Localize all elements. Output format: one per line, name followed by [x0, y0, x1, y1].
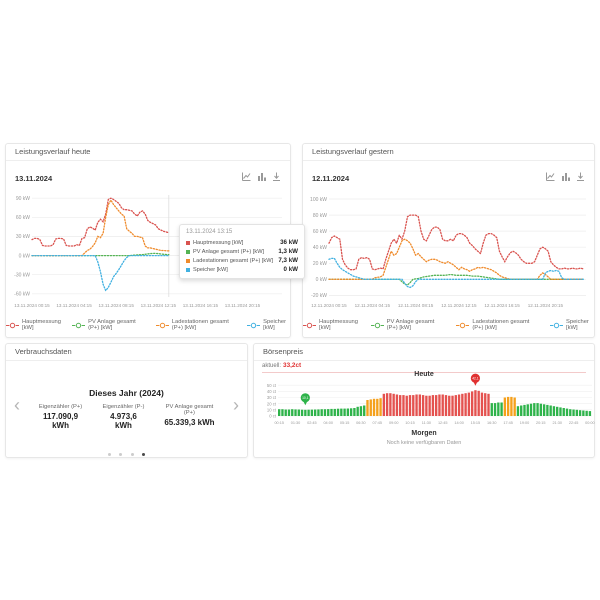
- tooltip-value: 36 kW: [280, 239, 298, 246]
- svg-text:13.11.2024 04:15: 13.11.2024 04:15: [56, 303, 92, 308]
- panel-verbrauchsdaten: [5, 343, 248, 458]
- panel-leistungsverlauf-heute: [5, 143, 298, 338]
- legend-item[interactable]: Hauptmessung [kW]: [303, 319, 361, 331]
- carousel-next-button[interactable]: ›: [233, 395, 239, 415]
- bar-chart-icon[interactable]: [561, 168, 570, 177]
- svg-text:-30 kW: -30 kW: [14, 272, 30, 279]
- svg-text:60 kW: 60 kW: [312, 228, 327, 235]
- svg-text:0 kW: 0 kW: [315, 277, 327, 284]
- svg-text:100 kW: 100 kW: [310, 196, 327, 203]
- svg-text:12.11.2024 08:15: 12.11.2024 08:15: [397, 303, 434, 308]
- carousel-prev-button[interactable]: ‹: [14, 395, 20, 415]
- line-chart-icon[interactable]: [242, 168, 251, 177]
- svg-text:22:45: 22:45: [568, 421, 579, 425]
- chart-date-yesterday: 12.11.2024: [312, 174, 350, 183]
- svg-text:-20 kW: -20 kW: [311, 293, 327, 300]
- tooltip-title: 13.11.2024 13:15: [186, 229, 233, 235]
- panel-title-yesterday: Leistungsverlauf gestern: [303, 144, 594, 161]
- svg-text:20 kW: 20 kW: [312, 261, 327, 268]
- svg-text:13.11.2024 00:15: 13.11.2024 00:15: [14, 303, 50, 308]
- stat-pv-gesamt: [160, 404, 219, 430]
- legend-item[interactable]: Speicher [kW]: [550, 319, 594, 331]
- svg-text:16:30: 16:30: [487, 421, 497, 425]
- svg-text:40 ct: 40 ct: [266, 389, 276, 394]
- carousel-dot[interactable]: [119, 453, 122, 456]
- legend-item[interactable]: Ladestationen gesamt (P+) [kW]: [456, 319, 540, 331]
- svg-text:13.11.2024 08:15: 13.11.2024 08:15: [98, 303, 134, 308]
- panel-title-price: Börsenpreis: [254, 344, 594, 361]
- svg-text:07:45: 07:45: [372, 421, 383, 425]
- svg-text:0 ct: 0 ct: [269, 413, 276, 419]
- line-chart-icon[interactable]: [546, 168, 555, 177]
- panel-boersenpreis: [253, 343, 595, 458]
- svg-text:21:30: 21:30: [552, 421, 562, 425]
- current-price-label: aktuell:: [262, 363, 282, 369]
- svg-text:02:45: 02:45: [307, 421, 317, 425]
- tooltip-label: Speicher [kW]: [193, 266, 228, 273]
- stat-eigenzaehler-minus: [101, 404, 146, 430]
- svg-text:-60 kW: -60 kW: [14, 291, 30, 298]
- no-data-text: Noch keine verfügbaren Daten: [386, 440, 462, 446]
- download-icon[interactable]: [576, 168, 585, 177]
- tooltip-value: 7,3 kW: [278, 257, 298, 264]
- svg-text:14:00: 14:00: [454, 421, 464, 425]
- tooltip-label: Ladestationen gesamt (P+) [kW]: [193, 257, 274, 264]
- svg-text:12:45: 12:45: [437, 421, 448, 425]
- tooltip-label: PV Anlage gesamt (P+) [kW]: [193, 248, 265, 255]
- carousel-dot[interactable]: [131, 453, 134, 456]
- svg-text:04:00: 04:00: [323, 421, 333, 425]
- svg-text:01:30: 01:30: [290, 421, 301, 425]
- svg-text:10,1: 10,1: [302, 396, 309, 401]
- svg-text:10 ct: 10 ct: [266, 407, 276, 413]
- carousel-dot-active[interactable]: [142, 453, 145, 456]
- chart-legend-today: [6, 319, 290, 331]
- svg-text:80 kW: 80 kW: [312, 212, 327, 219]
- svg-text:12.11.2024 20:15: 12.11.2024 20:15: [527, 303, 564, 308]
- panel-title-today: Leistungsverlauf heute: [6, 144, 290, 161]
- download-icon[interactable]: [272, 168, 281, 177]
- legend-item[interactable]: PV Anlage gesamt (P+) [kW]: [371, 319, 447, 331]
- svg-text:12.11.2024 04:15: 12.11.2024 04:15: [354, 303, 391, 308]
- svg-text:12.11.2024 00:15: 12.11.2024 00:15: [311, 303, 347, 308]
- tooltip-label: Hauptmessung [kW]: [193, 239, 244, 246]
- chart-tooltip: [179, 224, 305, 279]
- legend-item[interactable]: Speicher [kW]: [247, 319, 290, 331]
- current-price-value: 33,2ct: [283, 362, 302, 369]
- chart-legend-yesterday: [303, 319, 594, 331]
- series-swatch: [186, 250, 190, 254]
- stat-label: PV Anlage gesamt (P+): [165, 404, 214, 416]
- today-heading: Heute: [414, 371, 434, 378]
- svg-text:60 kW: 60 kW: [15, 215, 30, 222]
- svg-text:13.11.2024 20:15: 13.11.2024 20:15: [224, 303, 261, 308]
- legend-item[interactable]: Ladestationen gesamt (P+) [kW]: [156, 319, 237, 331]
- svg-text:50 ct: 50 ct: [266, 382, 276, 388]
- stat-value: 117.090,9 kWh: [42, 412, 79, 430]
- svg-text:90 kW: 90 kW: [15, 196, 30, 202]
- svg-text:40 kW: 40 kW: [312, 245, 327, 251]
- svg-text:42,1: 42,1: [472, 376, 479, 381]
- line-chart-yesterday[interactable]: [309, 192, 590, 310]
- bar-chart-icon[interactable]: [257, 168, 266, 177]
- stat-eigenzaehler-plus: [34, 404, 87, 430]
- stat-label: Eigenzähler (P-): [102, 404, 145, 410]
- legend-item[interactable]: Hauptmessung [kW]: [6, 319, 62, 331]
- consumption-stats: [34, 404, 219, 430]
- carousel-dots: [6, 443, 247, 461]
- svg-text:13.11.2024 12:15: 13.11.2024 12:15: [140, 303, 177, 308]
- svg-text:00:00: 00:00: [585, 421, 595, 425]
- legend-item[interactable]: PV Anlage gesamt (P+) [kW]: [72, 319, 146, 331]
- consumption-period-heading: Dieses Jahr (2024): [89, 388, 164, 398]
- svg-text:05:15: 05:15: [339, 421, 350, 425]
- tomorrow-heading: Morgen: [411, 430, 437, 437]
- svg-text:30 kW: 30 kW: [15, 234, 30, 241]
- svg-text:15:15: 15:15: [470, 421, 481, 425]
- svg-text:00:15: 00:15: [274, 421, 284, 425]
- svg-text:0 kW: 0 kW: [18, 253, 30, 260]
- svg-text:20:15: 20:15: [536, 421, 546, 425]
- panel-leistungsverlauf-gestern: [302, 143, 595, 338]
- carousel-dot[interactable]: [108, 453, 111, 456]
- svg-text:10:15: 10:15: [405, 421, 415, 425]
- chart-date-today: 13.11.2024: [15, 174, 53, 183]
- svg-text:09:00: 09:00: [388, 421, 399, 425]
- series-swatch: [186, 241, 190, 245]
- series-swatch: [186, 268, 190, 272]
- svg-text:13.11.2024 16:15: 13.11.2024 16:15: [182, 303, 219, 308]
- stat-value: 4.973,6 kWh: [110, 412, 137, 430]
- panel-title-consumption: Verbrauchsdaten: [6, 344, 247, 361]
- svg-text:06:30: 06:30: [356, 421, 366, 425]
- stat-value: 65.339,3 kWh: [164, 418, 215, 427]
- stat-label: Eigenzähler (P+): [38, 404, 83, 410]
- svg-text:30 ct: 30 ct: [266, 395, 276, 401]
- svg-text:19:00: 19:00: [519, 421, 530, 425]
- price-bar-chart[interactable]: [260, 372, 594, 426]
- series-swatch: [186, 259, 190, 263]
- tooltip-value: 1,3 kW: [278, 248, 298, 255]
- tooltip-value: 0 kW: [283, 266, 298, 273]
- svg-text:11:30: 11:30: [421, 421, 432, 425]
- svg-text:12.11.2024 12:15: 12.11.2024 12:15: [441, 303, 477, 308]
- svg-text:20 ct: 20 ct: [266, 401, 276, 407]
- svg-text:12.11.2024 16:15: 12.11.2024 16:15: [484, 303, 520, 308]
- svg-text:17:45: 17:45: [503, 421, 513, 425]
